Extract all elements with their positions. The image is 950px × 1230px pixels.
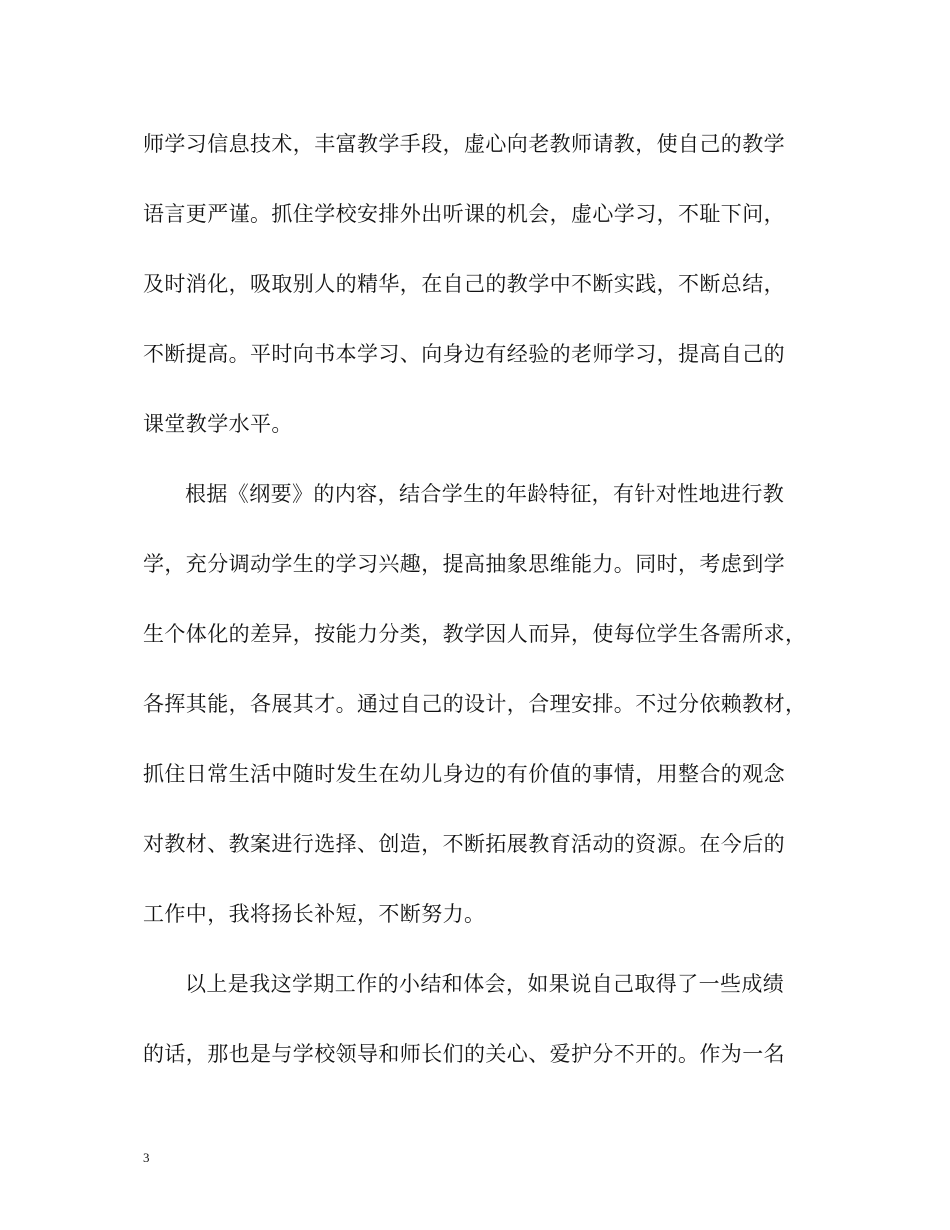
- text-line: 抓住日常生活中随时发生在幼儿身边的有价值的事情，用整合的观念: [143, 762, 785, 786]
- text-line: 学，充分调动学生的学习兴趣，提高抽象思维能力。同时，考虑到学: [143, 552, 785, 576]
- text-line: 及时消化，吸取别人的精华，在自己的教学中不断实践，不断总结，: [143, 272, 785, 296]
- text-line: 的话，那也是与学校领导和师长们的关心、爱护分不开的。作为一名: [143, 1042, 785, 1066]
- text-line: 语言更严谨。抓住学校安排外出听课的机会，虚心学习，不耻下问，: [143, 202, 785, 226]
- text-line: 工作中，我将扬长补短，不断努力。: [143, 902, 486, 926]
- text-line: 各挥其能，各展其才。通过自己的设计，合理安排。不过分依赖教材，: [143, 692, 807, 716]
- text-line: 生个体化的差异，按能力分类，教学因人而异，使每位学生各需所求，: [143, 622, 807, 646]
- paragraph-first-line: 以上是我这学期工作的小结和体会，如果说自己取得了一些成绩: [185, 972, 785, 996]
- paragraph-first-line: 根据《纲要》的内容，结合学生的年龄特征，有针对性地进行教: [185, 482, 785, 506]
- text-line: 课堂教学水平。: [143, 412, 293, 436]
- text-line: 师学习信息技术，丰富教学手段，虚心向老教师请教，使自己的教学: [143, 132, 785, 156]
- text-line: 不断提高。平时向书本学习、向身边有经验的老师学习，提高自己的: [143, 342, 785, 366]
- text-line: 对教材、教案进行选择、创造，不断拓展教育活动的资源。在今后的: [143, 832, 785, 856]
- page-number: 3: [143, 1150, 150, 1165]
